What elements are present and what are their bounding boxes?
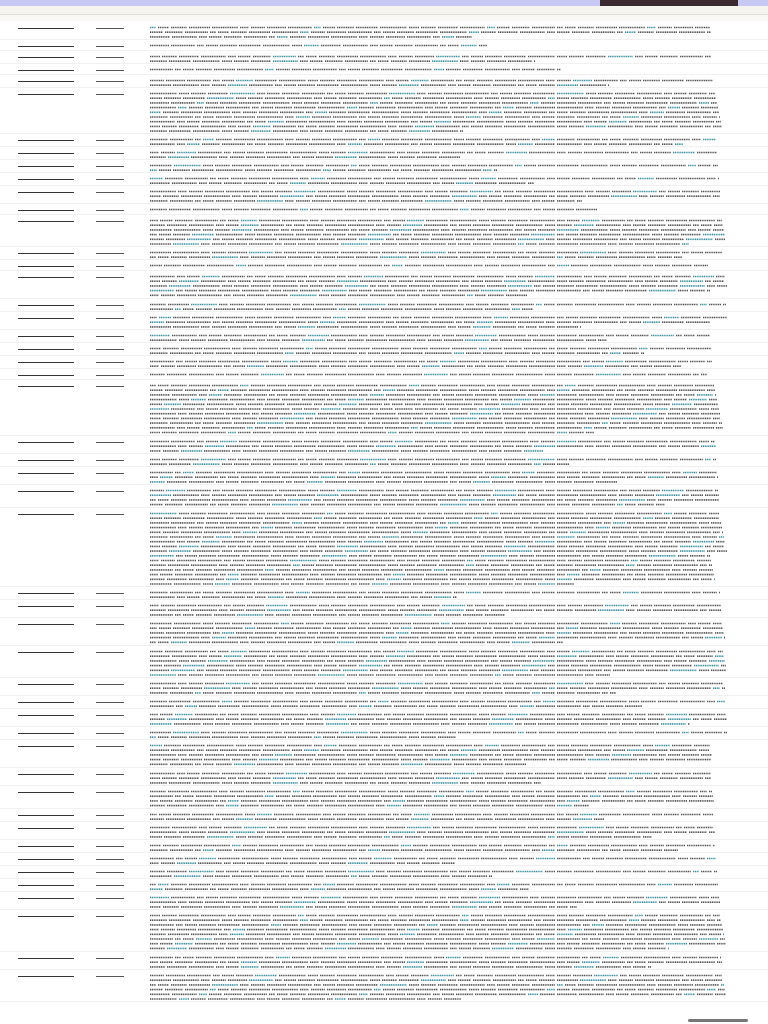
- table-row[interactable]: [0, 587, 768, 600]
- row-description: [150, 263, 728, 268]
- row-description-lines: [150, 973, 728, 1001]
- row-description: [150, 439, 728, 453]
- table-row[interactable]: [0, 356, 768, 369]
- row-description-lines: [150, 603, 728, 617]
- table-row[interactable]: [0, 147, 768, 160]
- row-code-link[interactable]: [96, 164, 124, 167]
- row-date-link[interactable]: [18, 138, 74, 141]
- row-description: [150, 681, 728, 695]
- table-row[interactable]: [0, 88, 768, 134]
- row-date-link[interactable]: [18, 164, 74, 167]
- table-row[interactable]: [0, 75, 768, 88]
- table-row[interactable]: [0, 467, 768, 485]
- row-code-link[interactable]: [96, 68, 124, 71]
- row-description: [150, 163, 728, 172]
- row-description-lines: [150, 470, 728, 484]
- row-date-link[interactable]: [18, 68, 74, 71]
- row-date-link[interactable]: [18, 334, 74, 337]
- row-date-link[interactable]: [18, 251, 74, 254]
- row-date-link[interactable]: [18, 591, 74, 594]
- row-date-link[interactable]: [18, 744, 74, 747]
- row-description: [150, 372, 728, 377]
- row-code-link[interactable]: [96, 360, 124, 363]
- row-description-lines: [150, 856, 728, 865]
- row-date-link[interactable]: [18, 883, 74, 886]
- row-description-lines: [150, 869, 728, 878]
- row-code-link[interactable]: [96, 713, 124, 716]
- table-row[interactable]: [0, 853, 768, 866]
- row-date-link[interactable]: [18, 190, 74, 193]
- table-row[interactable]: [0, 215, 768, 247]
- table-row[interactable]: [0, 51, 768, 64]
- row-code-link[interactable]: [96, 384, 124, 387]
- row-description-lines: [150, 812, 728, 821]
- row-description: [150, 137, 728, 146]
- row-description: [150, 825, 728, 839]
- table-row[interactable]: [0, 618, 768, 646]
- row-description: [150, 250, 728, 259]
- row-code-link[interactable]: [96, 151, 124, 154]
- row-description-lines: [150, 649, 728, 677]
- row-description: [150, 78, 728, 87]
- row-code-link[interactable]: [96, 26, 124, 29]
- row-code-link[interactable]: [96, 458, 124, 461]
- row-description: [150, 218, 728, 246]
- row-code-link[interactable]: [96, 914, 124, 917]
- table-row[interactable]: [0, 892, 768, 910]
- row-code-link[interactable]: [96, 316, 124, 319]
- table-row[interactable]: [0, 678, 768, 696]
- row-description-lines: [150, 150, 728, 159]
- row-description-lines: [150, 730, 728, 739]
- row-description: [150, 712, 728, 726]
- row-description-lines: [150, 333, 728, 342]
- table-row[interactable]: [0, 134, 768, 147]
- row-description-lines: [150, 207, 728, 212]
- row-description: [150, 895, 728, 909]
- row-description-lines: [150, 302, 728, 311]
- row-description: [150, 603, 728, 617]
- row-description-lines: [150, 789, 728, 808]
- row-description-lines: [150, 91, 728, 133]
- row-description-lines: [150, 218, 728, 246]
- row-description-lines: [150, 163, 728, 172]
- table-row[interactable]: [0, 247, 768, 260]
- row-description-lines: [150, 176, 728, 185]
- row-description-lines: [150, 511, 728, 586]
- row-description: [150, 488, 728, 507]
- row-code-link[interactable]: [96, 208, 124, 211]
- row-date-link[interactable]: [18, 700, 74, 703]
- row-description: [150, 274, 728, 298]
- table-row[interactable]: [0, 173, 768, 186]
- row-description-lines: [150, 621, 728, 645]
- row-code-link[interactable]: [96, 334, 124, 337]
- table-row[interactable]: [0, 970, 768, 1002]
- table-row[interactable]: [0, 380, 768, 436]
- row-code-link[interactable]: [96, 55, 124, 58]
- row-date-link[interactable]: [18, 512, 74, 515]
- row-date-link[interactable]: [18, 275, 74, 278]
- row-description-lines: [150, 771, 728, 785]
- row-description: [150, 176, 728, 185]
- row-description: [150, 955, 728, 969]
- row-description-lines: [150, 54, 728, 63]
- row-code-link[interactable]: [96, 138, 124, 141]
- row-code-link[interactable]: [96, 744, 124, 747]
- row-code-link[interactable]: [96, 857, 124, 860]
- row-date-link[interactable]: [18, 151, 74, 154]
- row-date-link[interactable]: [18, 813, 74, 816]
- row-code-link[interactable]: [96, 177, 124, 180]
- row-code-link[interactable]: [96, 870, 124, 873]
- row-code-link[interactable]: [96, 604, 124, 607]
- row-description-lines: [150, 137, 728, 146]
- row-code-link[interactable]: [96, 512, 124, 515]
- table-row[interactable]: [0, 709, 768, 727]
- row-date-link[interactable]: [18, 790, 74, 793]
- row-date-link[interactable]: [18, 55, 74, 58]
- table-row[interactable]: [0, 840, 768, 853]
- row-description-lines: [150, 439, 728, 453]
- row-description: [150, 856, 728, 865]
- row-code-link[interactable]: [96, 347, 124, 350]
- row-code-link[interactable]: [96, 251, 124, 254]
- row-date-link[interactable]: [18, 264, 74, 267]
- row-date-link[interactable]: [18, 373, 74, 376]
- row-description: [150, 843, 728, 852]
- table-row[interactable]: [0, 768, 768, 786]
- row-code-link[interactable]: [96, 650, 124, 653]
- row-date-link[interactable]: [18, 471, 74, 474]
- row-description-lines: [150, 25, 728, 39]
- row-description: [150, 207, 728, 212]
- row-description: [150, 771, 728, 785]
- table-row[interactable]: [0, 454, 768, 467]
- table-row[interactable]: [0, 436, 768, 454]
- row-description-lines: [150, 78, 728, 87]
- table-row[interactable]: [0, 186, 768, 204]
- table-row[interactable]: [0, 330, 768, 343]
- row-description: [150, 470, 728, 484]
- row-description: [150, 302, 728, 311]
- row-description-lines: [150, 263, 728, 268]
- row-description: [150, 973, 728, 1001]
- table-row[interactable]: [0, 600, 768, 618]
- row-description: [150, 315, 728, 329]
- table-row[interactable]: [0, 369, 768, 380]
- row-description-lines: [150, 488, 728, 507]
- row-description: [150, 346, 728, 355]
- row-code-link[interactable]: [96, 700, 124, 703]
- row-code-link[interactable]: [96, 956, 124, 959]
- row-date-link[interactable]: [18, 177, 74, 180]
- row-date-link[interactable]: [18, 857, 74, 860]
- row-description-lines: [150, 43, 728, 48]
- row-date-link[interactable]: [18, 731, 74, 734]
- row-date-link[interactable]: [18, 44, 74, 47]
- row-date-link[interactable]: [18, 92, 74, 95]
- table-row[interactable]: [0, 260, 768, 271]
- row-description: [150, 621, 728, 645]
- row-description: [150, 590, 728, 599]
- row-date-link[interactable]: [18, 650, 74, 653]
- row-date-link[interactable]: [18, 440, 74, 443]
- row-description: [150, 333, 728, 342]
- row-description-lines: [150, 955, 728, 969]
- row-date-link[interactable]: [18, 974, 74, 977]
- row-description-lines: [150, 913, 728, 951]
- row-code-link[interactable]: [96, 790, 124, 793]
- row-description: [150, 649, 728, 677]
- row-description: [150, 383, 728, 435]
- row-description-lines: [150, 274, 728, 298]
- table-row[interactable]: [0, 879, 768, 892]
- table-row[interactable]: [0, 343, 768, 356]
- entry-list: [0, 22, 768, 1002]
- row-date-link[interactable]: [18, 208, 74, 211]
- row-date-link[interactable]: [18, 489, 74, 492]
- row-date-link[interactable]: [18, 914, 74, 917]
- table-row[interactable]: [0, 696, 768, 709]
- table-row[interactable]: [0, 822, 768, 840]
- row-code-link[interactable]: [96, 826, 124, 829]
- row-description: [150, 730, 728, 739]
- row-date-link[interactable]: [18, 458, 74, 461]
- row-description: [150, 789, 728, 808]
- row-code-link[interactable]: [96, 471, 124, 474]
- row-description-lines: [150, 457, 728, 466]
- table-row[interactable]: [0, 271, 768, 299]
- table-row[interactable]: [0, 740, 768, 768]
- row-description: [150, 913, 728, 951]
- table-row[interactable]: [0, 727, 768, 740]
- table-row[interactable]: [0, 64, 768, 75]
- table-row[interactable]: [0, 646, 768, 678]
- row-date-link[interactable]: [18, 826, 74, 829]
- row-code-link[interactable]: [96, 190, 124, 193]
- row-description-lines: [150, 67, 728, 72]
- table-row[interactable]: [0, 160, 768, 173]
- column-header-row: [0, 15, 768, 21]
- row-date-link[interactable]: [18, 79, 74, 82]
- row-code-link[interactable]: [96, 844, 124, 847]
- row-description: [150, 699, 728, 708]
- table-row[interactable]: [0, 312, 768, 330]
- row-code-link[interactable]: [96, 303, 124, 306]
- row-description-lines: [150, 825, 728, 839]
- table-row[interactable]: [0, 952, 768, 970]
- row-date-link[interactable]: [18, 303, 74, 306]
- row-description-lines: [150, 895, 728, 909]
- row-code-link[interactable]: [96, 275, 124, 278]
- row-code-link[interactable]: [96, 896, 124, 899]
- row-description: [150, 54, 728, 63]
- table-row[interactable]: [0, 299, 768, 312]
- row-code-link[interactable]: [96, 489, 124, 492]
- row-description: [150, 812, 728, 821]
- table-row[interactable]: [0, 22, 768, 40]
- row-code-link[interactable]: [96, 731, 124, 734]
- row-code-link[interactable]: [96, 440, 124, 443]
- row-date-link[interactable]: [18, 316, 74, 319]
- row-code-link[interactable]: [96, 974, 124, 977]
- row-code-link[interactable]: [96, 883, 124, 886]
- row-description: [150, 359, 728, 368]
- table-row[interactable]: [0, 508, 768, 587]
- row-code-link[interactable]: [96, 79, 124, 82]
- row-description-lines: [150, 372, 728, 377]
- row-description: [150, 150, 728, 159]
- row-description-lines: [150, 250, 728, 259]
- row-code-link[interactable]: [96, 772, 124, 775]
- row-code-link[interactable]: [96, 682, 124, 685]
- row-date-link[interactable]: [18, 870, 74, 873]
- row-description: [150, 25, 728, 39]
- row-description-lines: [150, 882, 728, 891]
- row-date-link[interactable]: [18, 219, 74, 222]
- row-description: [150, 511, 728, 586]
- row-description-lines: [150, 681, 728, 695]
- row-code-link[interactable]: [96, 44, 124, 47]
- row-description: [150, 67, 728, 72]
- row-date-link[interactable]: [18, 604, 74, 607]
- row-description-lines: [150, 189, 728, 203]
- row-description-lines: [150, 843, 728, 852]
- row-code-link[interactable]: [96, 591, 124, 594]
- row-date-link[interactable]: [18, 26, 74, 29]
- row-code-link[interactable]: [96, 373, 124, 376]
- row-date-link[interactable]: [18, 844, 74, 847]
- row-description: [150, 743, 728, 767]
- row-date-link[interactable]: [18, 347, 74, 350]
- row-description-lines: [150, 359, 728, 368]
- row-description-lines: [150, 590, 728, 599]
- row-code-link[interactable]: [96, 622, 124, 625]
- row-description-lines: [150, 743, 728, 767]
- row-date-link[interactable]: [18, 896, 74, 899]
- table-row[interactable]: [0, 786, 768, 809]
- table-row[interactable]: [0, 204, 768, 215]
- table-row[interactable]: [0, 485, 768, 508]
- table-row[interactable]: [0, 866, 768, 879]
- site-brand[interactable]: [150, 0, 380, 4]
- row-description: [150, 91, 728, 133]
- row-description: [150, 457, 728, 466]
- row-date-link[interactable]: [18, 360, 74, 363]
- table-row[interactable]: [0, 809, 768, 822]
- row-date-link[interactable]: [18, 682, 74, 685]
- row-description-lines: [150, 699, 728, 708]
- row-description-lines: [150, 712, 728, 726]
- row-date-link[interactable]: [18, 772, 74, 775]
- table-row[interactable]: [0, 910, 768, 952]
- table-row[interactable]: [0, 40, 768, 51]
- row-description: [150, 43, 728, 48]
- row-description-lines: [150, 346, 728, 355]
- row-code-link[interactable]: [96, 264, 124, 267]
- row-description: [150, 189, 728, 203]
- row-date-link[interactable]: [18, 384, 74, 387]
- row-description: [150, 869, 728, 878]
- row-code-link[interactable]: [96, 92, 124, 95]
- row-code-link[interactable]: [96, 219, 124, 222]
- row-description: [150, 882, 728, 891]
- row-date-link[interactable]: [18, 713, 74, 716]
- row-date-link[interactable]: [18, 956, 74, 959]
- row-description-lines: [150, 383, 728, 435]
- sub-toolbar: [0, 6, 768, 15]
- row-code-link[interactable]: [96, 813, 124, 816]
- row-date-link[interactable]: [18, 622, 74, 625]
- row-description-lines: [150, 315, 728, 329]
